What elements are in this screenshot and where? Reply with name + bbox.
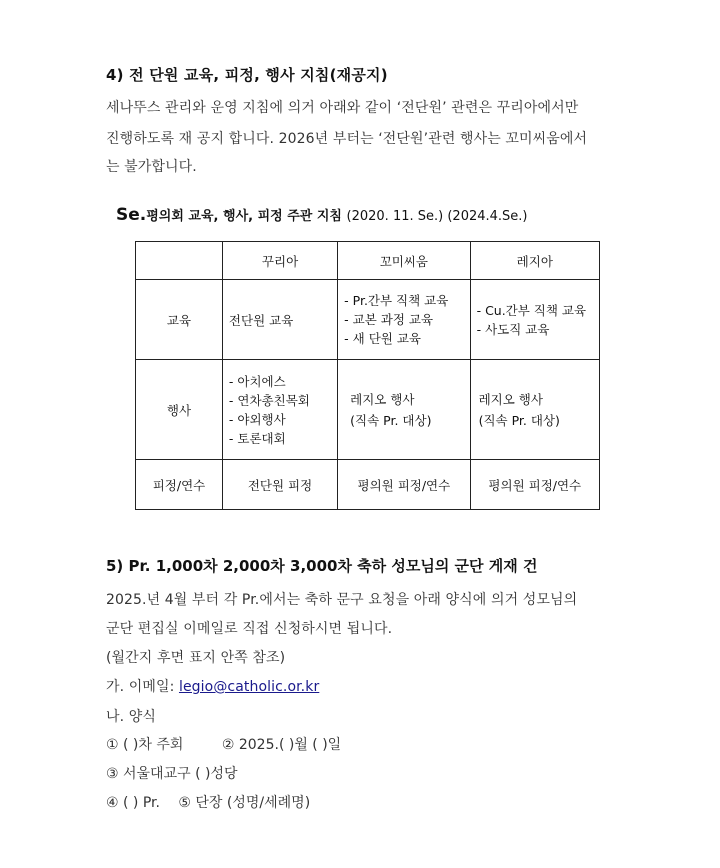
form-item-4: ④ ( ) Pr. xyxy=(106,795,160,811)
scan-title-prefix: Se. xyxy=(116,205,147,225)
form-item-2: ② 2025.( )월 ( )일 xyxy=(221,737,342,753)
email-link[interactable]: legio@catholic.or.kr xyxy=(178,679,320,695)
list-item: - 야외행사 xyxy=(229,410,331,429)
regia-events-line-1: 레지오 행사 xyxy=(478,391,543,407)
section4-paragraph-line-3: 는 불가합니다. xyxy=(106,159,197,175)
form-row-3 xyxy=(106,792,310,812)
scan-title-main: 평의회 교육, 행사, 피정 주관 지침 xyxy=(146,209,342,224)
form-item-5: ⑤ 단장 (성명/세례명) xyxy=(178,795,311,811)
list-item: - 토론대회 xyxy=(229,429,331,448)
header-curia: 꾸리아 xyxy=(222,242,337,280)
cell-comitium-retreat: 평의원 피정/연수 xyxy=(338,460,470,510)
section4-paragraph-line-2: 진행하도록 재 공지 합니다. 2026년 부터는 ‘전단원’관련 행사는 꼬미씨움에서 xyxy=(106,131,588,147)
header-empty xyxy=(136,242,223,280)
row-label-education: 교육 xyxy=(136,280,223,360)
list-item: - 사도직 교육 xyxy=(477,320,593,339)
guideline-table xyxy=(135,241,600,510)
email-label: 가. 이메일: xyxy=(106,679,179,695)
list-item: - Pr.간부 직책 교육 xyxy=(344,291,463,310)
cell-comitium-education xyxy=(338,280,470,360)
section4-heading: 4) 전 단원 교육, 피정, 행사 지침(재공지) xyxy=(106,66,388,84)
row-label-events: 행사 xyxy=(136,360,223,460)
scan-title-dates: (2020. 11. Se.) (2024.4.Se.) xyxy=(346,209,528,224)
scanned-table-title xyxy=(116,205,528,225)
comitium-events-line-2: (직속 Pr. 대상) xyxy=(350,412,432,428)
cell-curia-education: 전단원 교육 xyxy=(222,280,337,360)
email-line xyxy=(106,676,319,696)
table-row xyxy=(136,460,600,510)
section5-heading: 5) Pr. 1,000차 2,000차 3,000차 축하 성모님의 군단 게재 건 xyxy=(106,557,538,575)
section5-paragraph-line-2: 군단 편집실 이메일로 직접 신청하시면 됩니다. xyxy=(106,621,393,637)
list-item: - 새 단원 교육 xyxy=(344,329,463,348)
list-item: - 교본 과정 교육 xyxy=(344,310,463,329)
form-row-1 xyxy=(106,734,341,754)
form-item-1: ① ( )차 주회 xyxy=(106,737,184,753)
regia-events-line-2: (직속 Pr. 대상) xyxy=(478,412,560,428)
section5-paragraph-line-1: 2025.년 4월 부터 각 Pr.에서는 축하 문구 요청을 아래 양식에 의거 성모님의 xyxy=(106,592,578,608)
cell-regia-retreat: 평의원 피정/연수 xyxy=(470,460,599,510)
cell-curia-retreat: 전단원 피정 xyxy=(222,460,337,510)
cell-regia-education xyxy=(470,280,599,360)
cell-curia-events xyxy=(222,360,337,460)
list-item: - Cu.간부 직책 교육 xyxy=(477,301,593,320)
header-comitium: 꼬미씨움 xyxy=(338,242,470,280)
form-item-3: ③ 서울대교구 ( )성당 xyxy=(106,766,238,782)
list-item: - 연차총친목회 xyxy=(229,391,331,410)
comitium-events-line-1: 레지오 행사 xyxy=(350,391,415,407)
section5-note: (월간지 후면 표지 안쪽 참조) xyxy=(106,650,286,666)
row-label-retreat: 피정/연수 xyxy=(136,460,223,510)
form-label: 나. 양식 xyxy=(106,709,156,725)
cell-regia-events xyxy=(470,360,599,460)
table-row xyxy=(136,360,600,460)
table-header-row xyxy=(136,242,600,280)
cell-comitium-events xyxy=(338,360,470,460)
header-regia: 레지아 xyxy=(470,242,599,280)
table-row xyxy=(136,280,600,360)
list-item: - 아치에스 xyxy=(229,372,331,391)
section4-paragraph-line-1: 세나뚜스 관리와 운영 지침에 의거 아래와 같이 ‘전단원’ 관련은 꾸리아에서만 xyxy=(106,100,579,116)
